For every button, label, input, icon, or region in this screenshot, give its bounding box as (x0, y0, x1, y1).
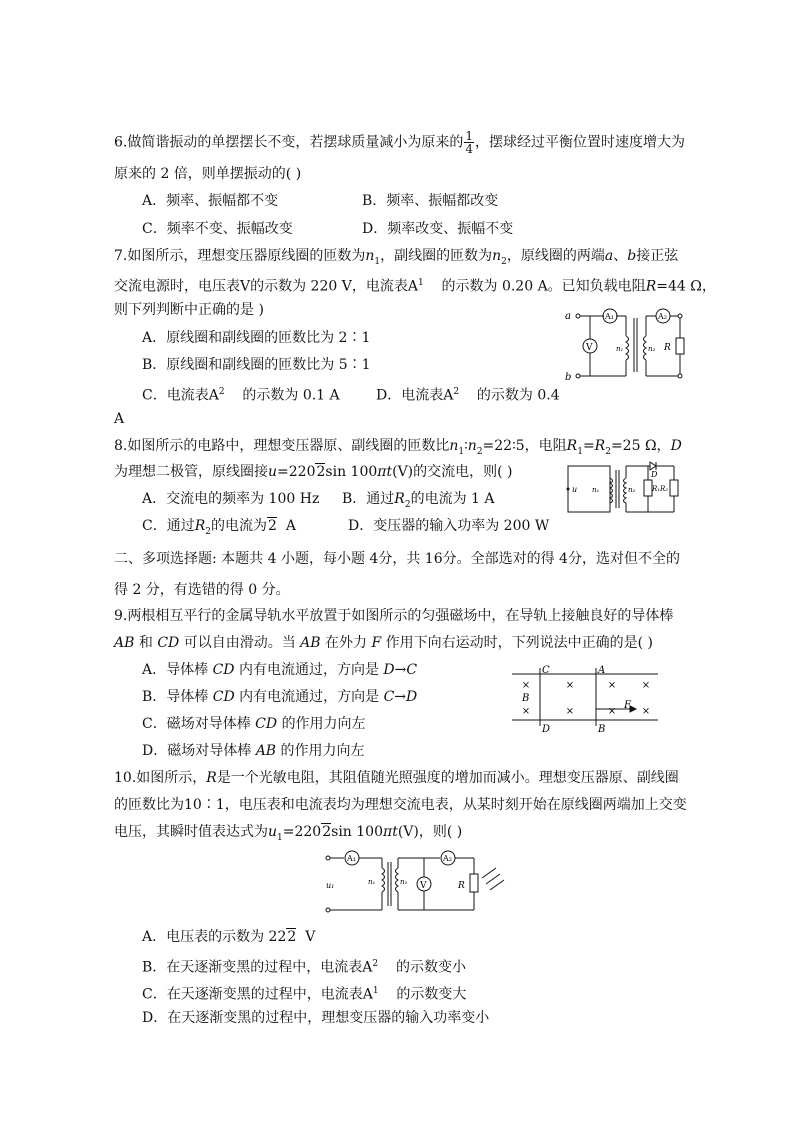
q7-stem-line3: 则下列判断中正确的是 ) (114, 302, 264, 318)
q9-option-c: C．磁场对导体棒 CD 的作用力向左 (142, 716, 366, 732)
q7-fig-label-a: a (565, 311, 571, 322)
q7-fig-r: R (664, 343, 671, 353)
q7-fig-n2: n₂ (648, 345, 656, 353)
field-cross: × (641, 706, 651, 717)
field-cross: × (607, 680, 617, 691)
q7-fig-n1: n₁ (616, 345, 624, 353)
field-cross: × (607, 706, 617, 717)
q10-fig-n1: n₁ (368, 878, 376, 886)
section2-heading-line2: 得 2 分，有选错的得 0 分。 (114, 582, 290, 598)
q7-fig-ammeter-a2: A₂ (658, 312, 667, 321)
q7-option-d: D．电流表$A^2$ 的示数为 0.4 (376, 387, 560, 404)
q10-fig-n2: n₂ (400, 878, 408, 886)
field-cross: × (565, 680, 575, 691)
q9-fig-label-d: D (542, 724, 551, 734)
q9-fig-label-b: B (598, 724, 606, 734)
q8-fig-n1: n₁ (592, 486, 600, 494)
q8-stem-line1: 8.如图所示的电路中，理想变压器原、副线圈的匝数比$n_1∶n_2=22∶5$，电阻$R_1=R_2=25$ Ω，D (114, 438, 682, 457)
q10-option-c: C．在天逐渐变黑的过程中，电流表$A^1$ 的示数变大 (142, 986, 467, 1003)
q10-option-d: D．在天逐渐变黑的过程中，理想变压器的输入功率变小 (142, 1010, 490, 1026)
q7-fig-voltmeter: V (586, 343, 593, 353)
q8-circuit-figure (564, 460, 694, 518)
q9-option-d: D．磁场对导体棒 AB 的作用力向左 (142, 743, 365, 759)
q9-fig-label-field-b: B (522, 693, 530, 704)
q6-text-1a: 6.做简谐振动的单摆摆长不变，若摆球质量减小为原来的 (114, 134, 464, 151)
field-cross: × (565, 706, 575, 717)
q10-fig-r: R (458, 881, 465, 891)
q9-rails-figure (508, 664, 660, 734)
q10-fig-ammeter-a1: A₁ (347, 854, 356, 863)
q9-option-b: B．导体棒 CD 内有电流通过，方向是 C→D (142, 689, 418, 705)
q9-fig-label-a: A (598, 665, 606, 676)
q8-option-a: A．交流电的频率为 100 Hz (142, 491, 320, 507)
q7-stem-line1: 7.如图所示，理想变压器原线圈的匝数为$n_1$，副线圈的匝数为$n_2$，原线圈的两端a、b接正弦 (114, 248, 679, 267)
q7-fig-label-b: b (565, 372, 572, 383)
q6-text-1b: ，摆球经过平衡位置时速度增大为 (475, 134, 685, 151)
q8-fig-n2: n₂ (628, 486, 636, 494)
q9-fig-label-f: F (624, 700, 631, 711)
q6-stem-line1 (114, 130, 685, 155)
q6-option-b: B．频率、振幅都改变 (362, 193, 499, 209)
q10-option-b: B．在天逐渐变黑的过程中，电流表$A^2$ 的示数变小 (142, 959, 466, 976)
q9-stem-line2: AB 和 CD 可以自由滑动。当 AB 在外力 F 作用下向右运动时，下列说法中正确的是( ) (114, 635, 654, 651)
q10-fig-voltmeter: V (420, 881, 427, 891)
q9-stem-line1: 9.两根相互平行的金属导轨水平放置于如图所示的匀强磁场中，在导轨上接触良好的导体棒 (114, 608, 674, 624)
q10-fig-ammeter-a2: A₂ (443, 854, 452, 863)
section2-heading-line1: 二、多项选择题: 本题共 4 小题，每小题 4分，共 16分。全部选对的得 4分，选对但不全的 (114, 551, 680, 567)
q6-stem-line2: 原来的 2 倍，则单摆振动的( ) (114, 166, 302, 182)
q8-option-d: D．变压器的输入功率为 200 W (348, 518, 550, 534)
q10-circuit-figure (324, 848, 516, 916)
q7-circuit-figure (560, 308, 700, 384)
q9-fig-label-c: C (542, 665, 550, 676)
q10-fig-u1: u₁ (326, 881, 335, 890)
q7-stem-line2: 交流电源时，电压表V的示数为 220 V，电流表$A^1$ 的示数为 0.20 A。已知负载电阻R=44 Ω， (114, 278, 716, 295)
q8-stem-line2: 为理想二极管，原线圈接u=2202sin 100πt(V)的交流电，则( ) (114, 464, 513, 480)
q8-fig-d: D (651, 470, 658, 479)
q7-fig-ammeter-a1: A₁ (605, 312, 614, 321)
q6-option-c: C．频率不变、振幅改变 (142, 221, 293, 237)
q7-option-d-wrap: A (114, 411, 125, 427)
q8-fig-r1: R₁ (652, 485, 661, 493)
q6-option-d: D．频率改变、振幅不变 (362, 221, 514, 237)
fraction-one-quarter: $\frac{1}{4}$ (465, 129, 473, 156)
field-cross: × (521, 680, 531, 691)
q8-fig-r2: R₂ (660, 485, 669, 493)
q10-option-a: A．电压表的示数为 222 V (142, 929, 316, 945)
field-cross: × (521, 706, 531, 717)
q8-option-c: C．通过$R_2$的电流为2 A (142, 518, 296, 537)
q10-stem-line1: 10.如图所示，R是一个光敏电阻，其阻值随光照强度的增加而减小。理想变压器原、副线圈 (114, 770, 679, 786)
q9-option-a: A．导体棒 CD 内有电流通过，方向是 D→C (142, 662, 418, 678)
q8-fig-u: u (572, 485, 578, 494)
q8-option-b: B．通过$R_2$的电流为 1 A (342, 491, 495, 510)
field-cross: × (641, 680, 651, 691)
q10-stem-line2: 的匝数比为10∶1，电压表和电流表均为理想交流电表，从某时刻开始在原线圈两端加上交变 (114, 797, 687, 813)
q7-option-a: A．原线圈和副线圈的匝数比为 2∶1 (142, 330, 371, 346)
q6-option-a: A．频率、振幅都不变 (142, 193, 279, 209)
q7-option-c: C．电流表$A^2$ 的示数为 0.1 A (142, 387, 340, 404)
q7-option-b: B．原线圈和副线圈的匝数比为 5∶1 (142, 357, 371, 373)
q10-stem-line3: 电压，其瞬时值表达式为$u_1=2202\sin$ 100πt(V)，则( ) (114, 824, 463, 843)
